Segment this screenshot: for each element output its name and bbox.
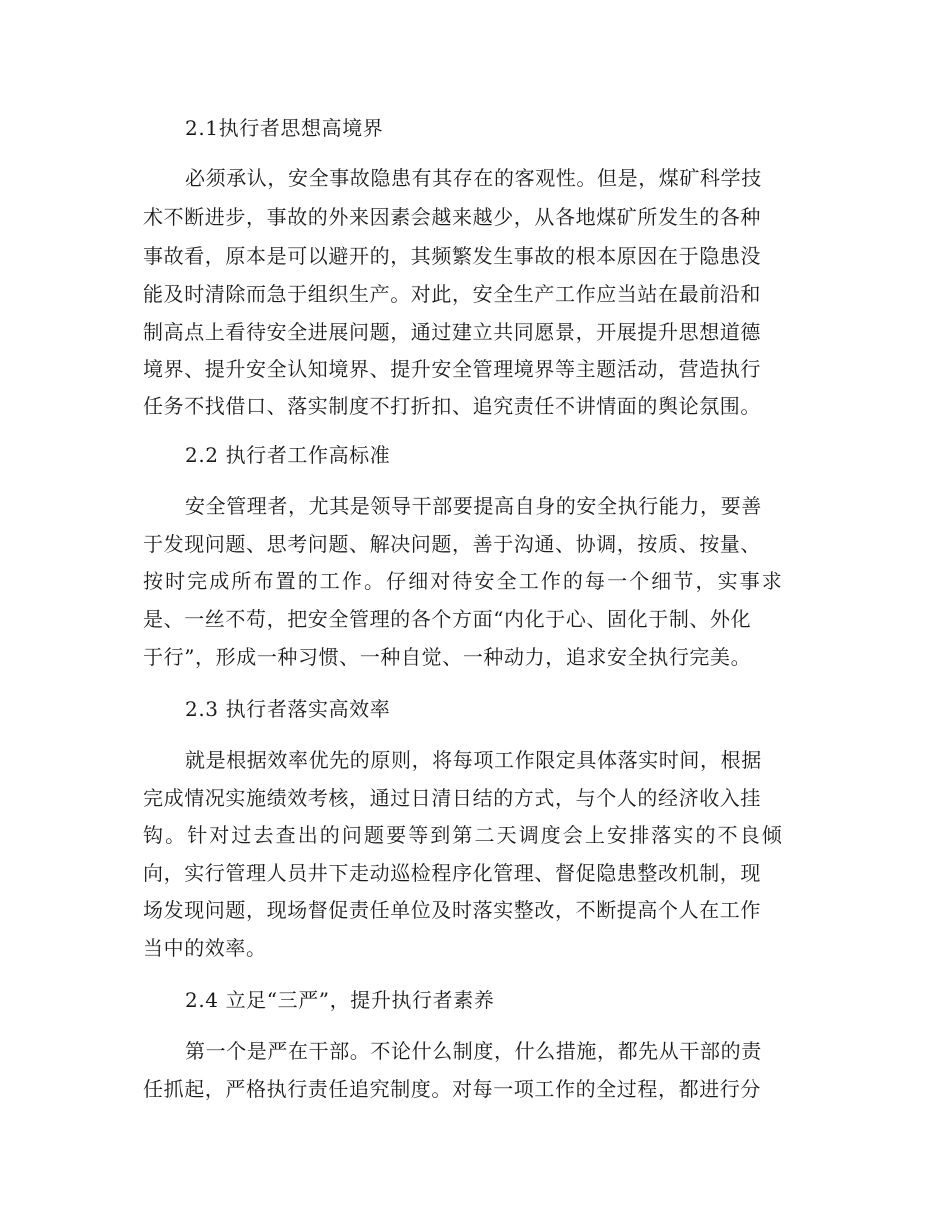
- paragraph-line: 场发现问题，现场督促责任单位及时落实整改，不断提高个人在工作: [143, 898, 761, 922]
- paragraph-line: 安全管理者，尤其是领导干部要提高自身的安全执行能力，要善: [185, 494, 762, 518]
- paragraph-line: 按时完成所布置的工作。仔细对待安全工作的每一个细节，实事求: [143, 569, 784, 593]
- paragraph-line: 制高点上看待安全进展问题，通过建立共同愿景，开展提升思想道德: [143, 320, 761, 344]
- section-heading: 2.1执行者思想高境界: [185, 116, 384, 140]
- paragraph-line: 是、一丝不苟，把安全管理的各个方面“内化于心、固化于制、外化: [143, 607, 752, 631]
- paragraph-line: 术不断进步，事故的外来因素会越来越少，从各地煤矿所发生的各种: [143, 205, 761, 229]
- paragraph-line: 当中的效率。: [143, 936, 267, 960]
- paragraph-line: 向，实行管理人员井下走动巡检程序化管理、督促隐患整改机制，现: [143, 861, 761, 885]
- paragraph-line: 钩。针对过去查出的问题要等到第二天调度会上安排落实的不良倾: [143, 823, 784, 847]
- section-heading: 2.4 立足“三严”，提升执行者素养: [185, 988, 495, 1012]
- paragraph-line: 能及时清除而急于组织生产。对此，安全生产工作应当站在最前沿和: [143, 282, 761, 306]
- paragraph-line: 任抓起，严格执行责任追究制度。对每一项工作的全过程，都进行分: [143, 1077, 761, 1101]
- paragraph-line: 于发现问题、思考问题、解决问题，善于沟通、协调，按质、按量、: [143, 532, 761, 556]
- section-heading: 2.3 执行者落实高效率: [185, 697, 391, 721]
- paragraph-line: 必须承认，安全事故隐患有其存在的客观性。但是，煤矿科学技: [185, 166, 762, 190]
- paragraph-line: 就是根据效率优先的原则，将每项工作限定具体落实时间，根据: [185, 748, 762, 772]
- paragraph-line: 事故看，原本是可以避开的，其频繁发生事故的根本原因在于隐患没: [143, 244, 761, 268]
- section-heading: 2.2 执行者工作高标准: [185, 443, 391, 467]
- paragraph-line: 第一个是严在干部。不论什么制度，什么措施，都先从干部的责: [185, 1039, 762, 1063]
- paragraph-line: 完成情况实施绩效考核，通过日清日结的方式，与个人的经济收入挂: [143, 786, 761, 810]
- paragraph-line: 于行”，形成一种习惯、一种自觉、一种动力，追求安全执行完美。: [143, 645, 752, 669]
- paragraph-line: 任务不找借口、落实制度不打折扣、追究责任不讲情面的舆论氛围。: [143, 394, 761, 418]
- paragraph-line: 境界、提升安全认知境界、提升安全管理境界等主题活动，营造执行: [143, 357, 761, 381]
